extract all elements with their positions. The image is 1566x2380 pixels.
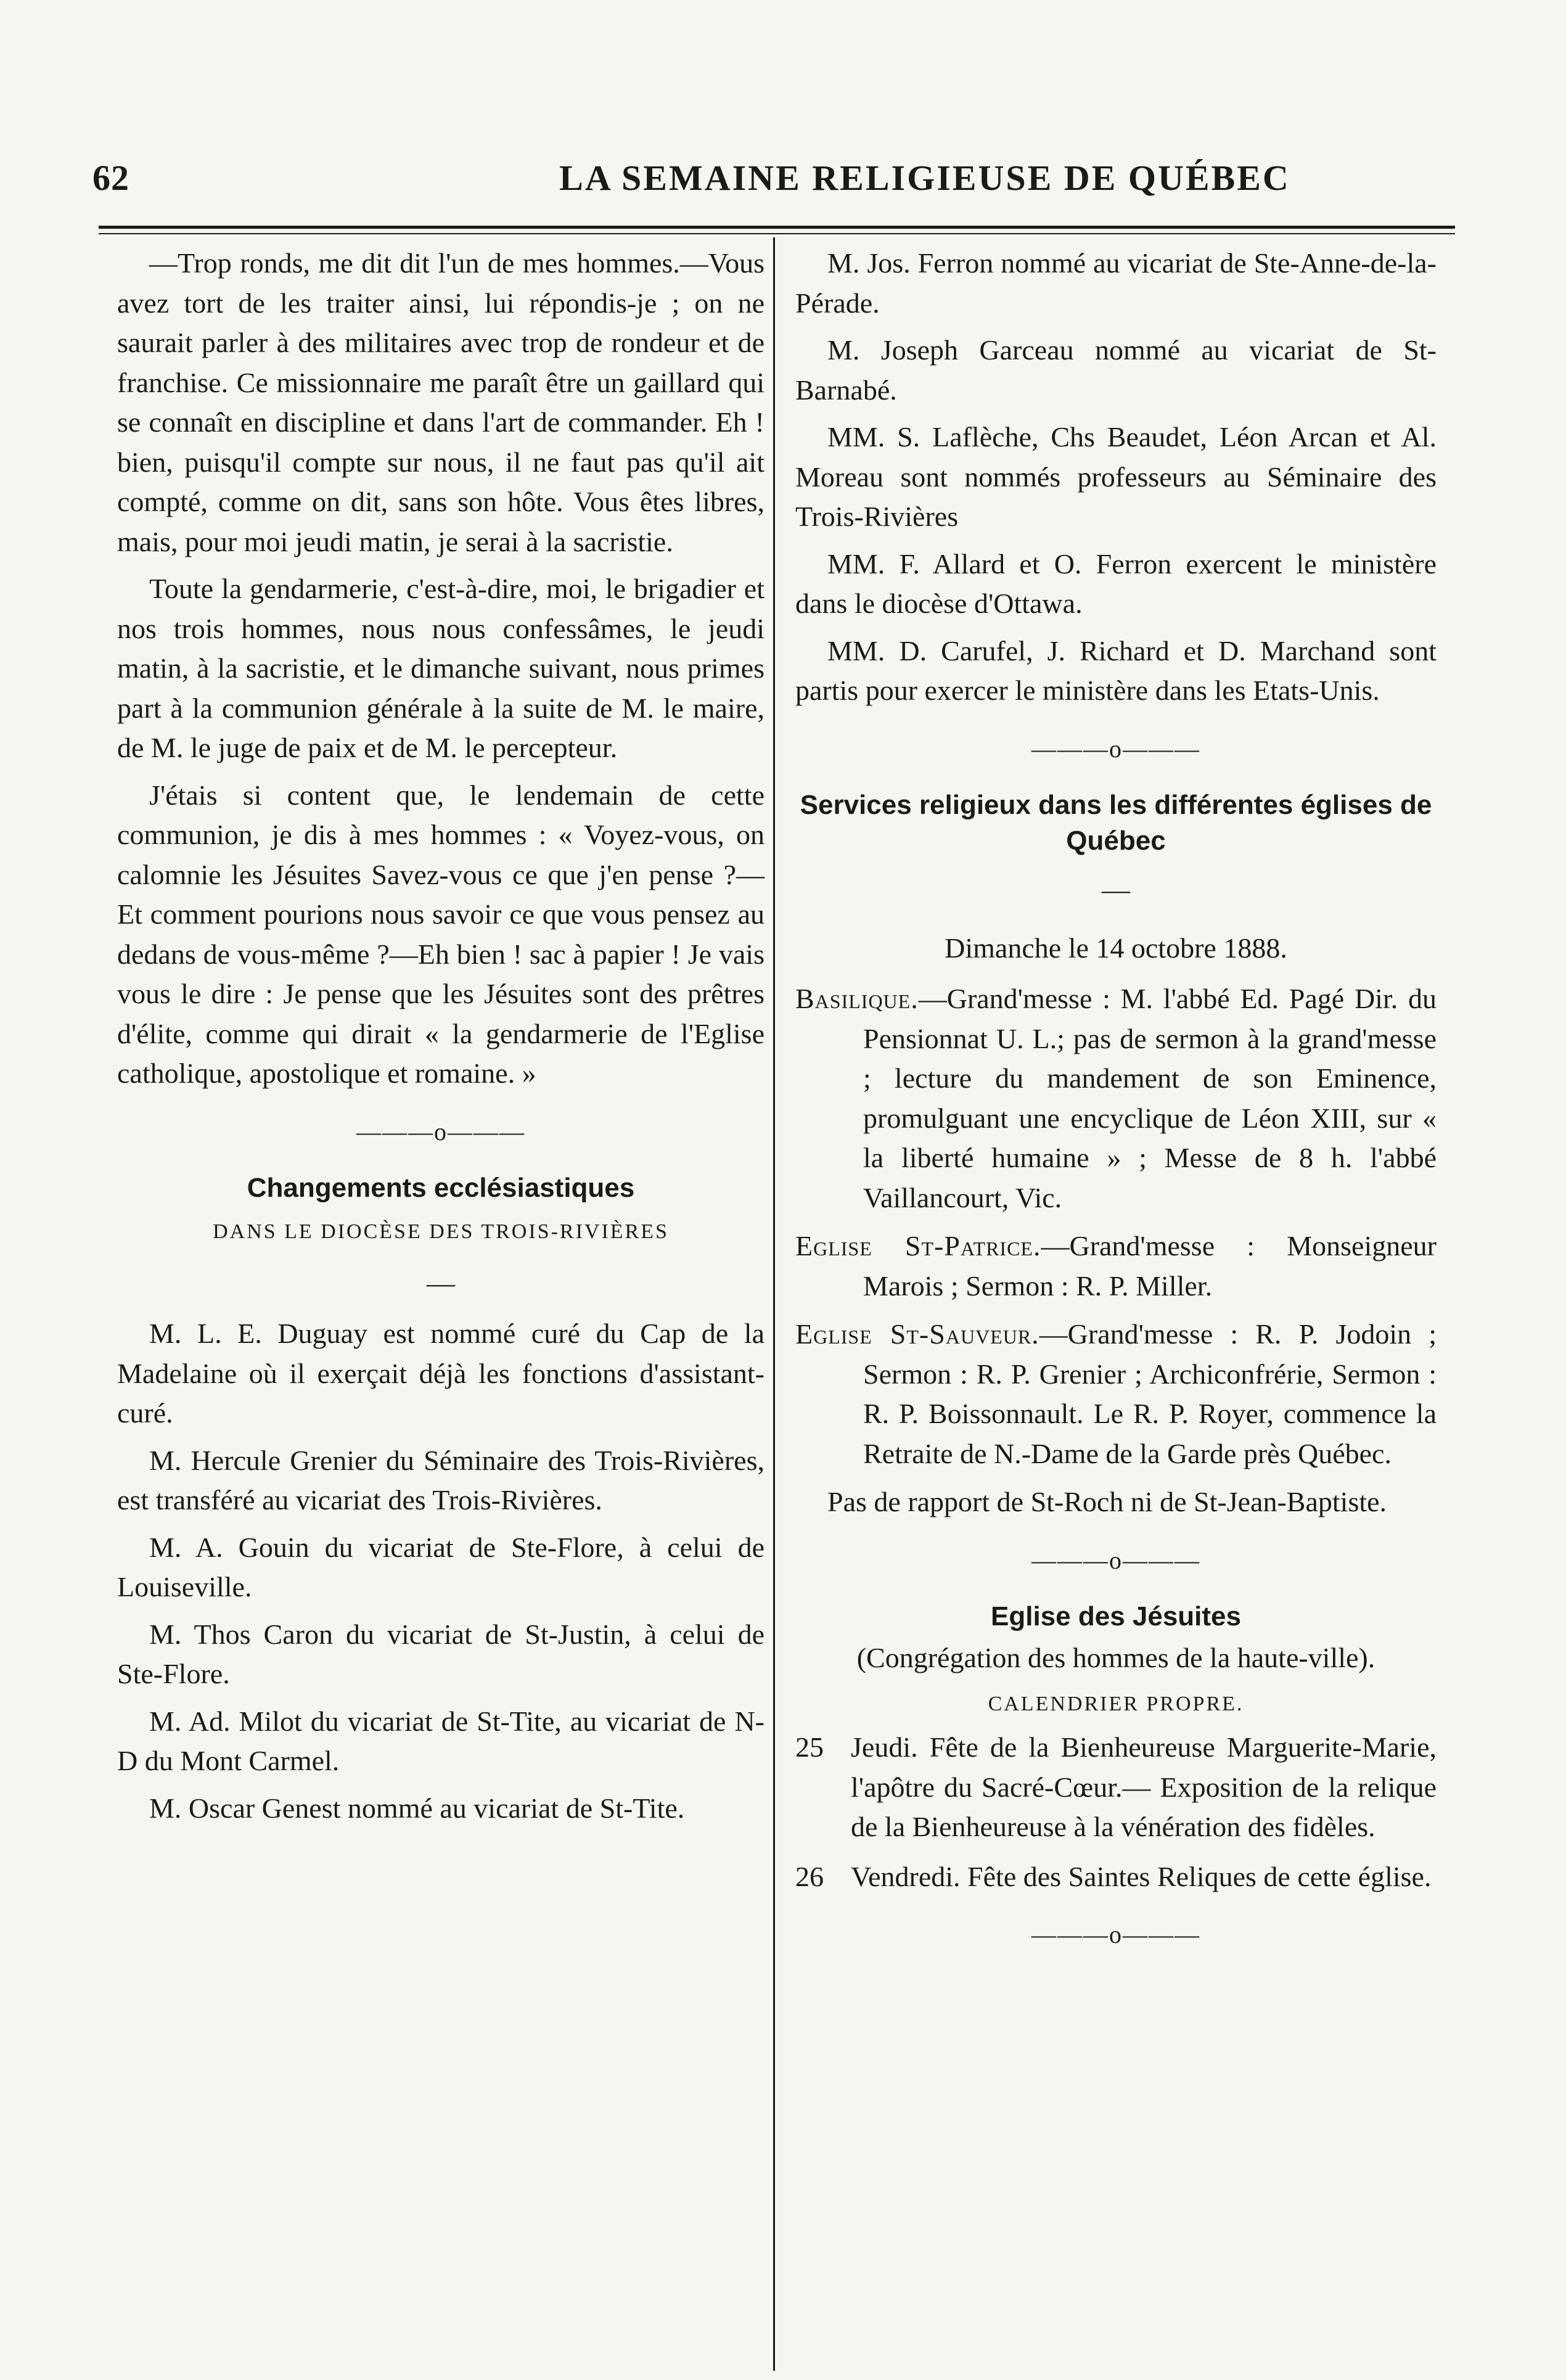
page-number: 62 (92, 158, 129, 198)
calendar-item (795, 1857, 1437, 1897)
section-separator: ———o——— (356, 1117, 525, 1146)
appointment-item: M. Jos. Ferron nommé au vicariat de Ste-Anne-de-la-Pérade. (795, 247, 1437, 319)
left-column (117, 244, 765, 1828)
appointment-item: M. A. Gouin du vicariat de Ste-Flore, à celui de Louiseville. (117, 1531, 765, 1602)
appointment-item: M. Hercule Grenier du Séminaire des Trois-Rivières, est transféré au vicariat des Trois-Rivières. (117, 1444, 765, 1516)
column-divider (773, 237, 775, 2371)
section-subtitle-congregation: (Congrégation des hommes de la haute-ville). (856, 1642, 1375, 1673)
appointment-item: M. Thos Caron du vicariat de St-Justin, à celui de Ste-Flore. (117, 1618, 765, 1689)
service-entry-text: —Grand'messe : R. P. Jodoin ; Sermon : R. P. Grenier ; Archiconfrérie, Sermon : R. P. Boissonnault. Le R. P. Royer, commence la Retraite de N.-Dame de la Garde près Québec. (863, 1318, 1437, 1469)
appointment-item: M. Ad. Milot du vicariat de St-Tite, au vicariat de N-D du Mont Carmel. (117, 1705, 765, 1776)
calendar-title: CALENDRIER PROPRE. (988, 1692, 1244, 1715)
section-title-services: Services religieux dans les différentes églises de Québec (800, 790, 1432, 856)
section-title-changements: Changements ecclésiastiques (247, 1173, 635, 1203)
services-date: Dimanche le 14 octobre 1888. (945, 932, 1287, 964)
service-entry-text: —Grand'messe : Monseigneur Marois ; Sermon : R. P. Miller. (863, 1230, 1437, 1302)
section-subtitle-diocese: DANS LE DIOCÈSE DES TROIS-RIVIÈRES (213, 1220, 669, 1243)
calendar-day: 26 (795, 1860, 824, 1892)
service-entry-text: —Grand'messe : M. l'abbé Ed. Pagé Dir. du Pensionnat U. L.; pas de sermon à la grand'messe ; lecture du mandement de son Eminence, promulguant une encyclique de Léon XIII, sur « la liberté humaine » ; Messe de 8 h. l'abbé Vaillancourt, Vic. (863, 983, 1437, 1213)
calendar-day: 25 (795, 1731, 824, 1763)
calendar-text: Jeudi. Fête de la Bienheureuse Marguerite-Marie, l'apôtre du Sacré-Cœur.— Exposition de la relique de la Bienheureuse à la vénération des fidèles. (851, 1731, 1437, 1842)
appointment-item: MM. D. Carufel, J. Richard et D. Marchand sont partis pour exercer le ministère dans les Etats-Unis. (795, 634, 1437, 706)
header-rule-thin (99, 233, 1455, 234)
service-entry-lead: Basilique. (795, 983, 919, 1014)
dash-separator: — (427, 1266, 455, 1299)
section-separator: ———o——— (1031, 734, 1200, 763)
appointment-item: M. Oscar Genest nommé au vicariat de St-Tite. (149, 1792, 685, 1824)
service-entry-lead: Eglise St-Patrice. (795, 1230, 1041, 1262)
service-entry-st-patrice (795, 1226, 1437, 1306)
appointment-item: MM. F. Allard et O. Ferron exercent le ministère dans le diocèse d'Ottawa. (795, 548, 1437, 619)
service-entry-lead: Eglise St-Sauveur. (795, 1318, 1039, 1350)
appointment-item: M. L. E. Duguay est nommé curé du Cap de la Madelaine où il exerçait déjà les fonctions d'assistant-curé. (117, 1318, 765, 1429)
dash-separator: — (1102, 874, 1130, 905)
header-rule (99, 226, 1455, 229)
appointment-item: MM. S. Laflèche, Chs Beaudet, Léon Arcan et Al. Moreau sont nommés professeurs au Séminaire des Trois-Rivières (795, 421, 1437, 532)
running-title: LA SEMAINE RELIGIEUSE DE QUÉBEC (559, 158, 1290, 198)
service-entry-st-sauveur (795, 1315, 1437, 1474)
paragraph: Toute la gendarmerie, c'est-à-dire, moi, le brigadier et nos trois hommes, nous nous confessâmes, le jeudi matin, à la sacristie, et le dimanche suivant, nous primes part à la communion générale à la suite de M. le maire, de M. le juge de paix et de M. le percepteur. (117, 573, 765, 763)
section-title-jesuites: Eglise des Jésuites (991, 1601, 1241, 1631)
calendar-item (795, 1728, 1437, 1847)
right-column (795, 244, 1437, 1974)
section-separator: ———o——— (1031, 1546, 1200, 1574)
paragraph: —Trop ronds, me dit dit l'un de mes hommes.—Vous avez tort de les traiter ainsi, lui répondis-je ; on ne saurait parler à des militaires avec trop de rondeur et de franchise. Ce missionnaire me paraît être un gaillard qui se connaît en discipline et dans l'art de commander. Eh ! bien, puisqu'il compte sur nous, il ne faut pas qu'il ait compté, comme on dit, sans son hôte. Vous êtes libres, mais, pour moi jeudi matin, je serai à la sacristie. (117, 247, 765, 557)
appointment-item: M. Joseph Garceau nommé au vicariat de St-Barnabé. (795, 334, 1437, 406)
paragraph: Pas de rapport de St-Roch ni de St-Jean-Baptiste. (827, 1486, 1387, 1517)
section-separator: ———o——— (1031, 1921, 1200, 1948)
paragraph: J'étais si content que, le lendemain de cette communion, je dis à mes hommes : « Voyez-vous, on calomnie les Jésuites Savez-vous ce que j'en pense ?—Et comment pourions nous savoir ce que vous pensez au dedans de vous-même ?—Eh bien ! sac à papier ! Je vais vous le dire : Je pense que les Jésuites sont des prêtres d'élite, comme qui dirait « la gendarmerie de l'Eglise catholique, apostolique et romaine. » (117, 779, 765, 1089)
calendar-text: Vendredi. Fête des Saintes Reliques de cette église. (851, 1860, 1432, 1892)
page-header (92, 157, 1461, 213)
service-entry-basilique (795, 979, 1437, 1218)
